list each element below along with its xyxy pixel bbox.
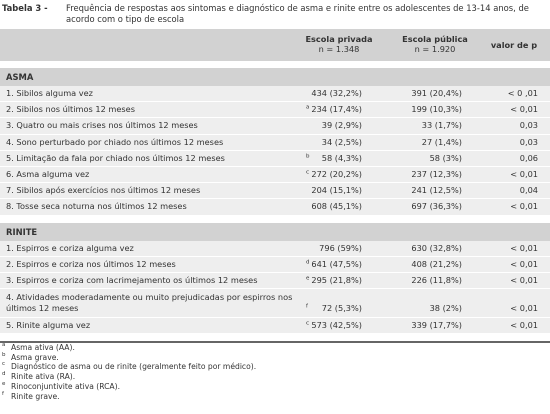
private-value: 295 (21,8%) xyxy=(311,274,362,285)
footnote-text: Asma grave. xyxy=(11,352,59,362)
public-value: 27 (1,4%) xyxy=(421,136,462,147)
row-label: 3. Espirros e coriza com lacrimejamento os últimos 12 meses xyxy=(6,274,258,285)
table-row xyxy=(0,289,550,318)
public-value: 33 (1,7%) xyxy=(421,120,462,131)
p-value: < 0,01 xyxy=(510,258,538,269)
p-value: < 0,01 xyxy=(510,242,538,253)
footnote-text: Rinoconjuntivite ativa (RCA). xyxy=(11,381,121,391)
footnote-mark: c xyxy=(2,361,6,368)
header-p-value: valor de p xyxy=(490,40,538,50)
row-label-cell xyxy=(6,292,308,314)
row-label: 6. Asma alguma vez xyxy=(6,168,90,179)
public-value: 199 (10,3%) xyxy=(411,104,462,115)
section-spacer xyxy=(0,61,550,68)
table-row xyxy=(0,241,550,257)
private-value: 39 (2,9%) xyxy=(321,120,362,131)
row-label-cell xyxy=(6,135,306,150)
row-label-cell xyxy=(6,102,309,117)
row-label: 2. Espirros e coriza nos últimos 12 meses xyxy=(6,258,176,269)
footnotes xyxy=(2,343,256,401)
table-row xyxy=(0,257,550,273)
row-label: 7. Sibilos após exercícios nos últimos 12 meses xyxy=(6,185,201,196)
footnote-marker: c xyxy=(306,169,310,176)
row-label-cell xyxy=(6,118,306,133)
footnote-marker: b xyxy=(306,153,310,160)
p-value: 0,06 xyxy=(519,152,538,163)
public-value: 241 (12,5%) xyxy=(411,185,462,196)
header-public-n: n = 1.920 xyxy=(414,44,456,54)
row-label-cell xyxy=(6,167,309,182)
footnote-mark: b xyxy=(2,351,6,358)
header-private-title: Escola privada xyxy=(305,34,373,44)
row-label: 4. Sono perturbado por chiado nos últimos 12 meses xyxy=(6,136,224,147)
table-row xyxy=(0,183,550,199)
footnote xyxy=(2,362,256,372)
footnote-text: Asma ativa (AA). xyxy=(11,343,75,352)
header-public xyxy=(390,34,480,54)
public-value: 391 (20,4%) xyxy=(411,88,462,98)
row-label: 2. Sibilos nos últimos 12 meses xyxy=(6,104,135,115)
table-header xyxy=(0,29,550,61)
row-label: 4. Atividades moderadamente ou muito prejudicadas por espirros nos últimos 12 meses xyxy=(6,292,293,314)
footnote-text: Rinite grave. xyxy=(11,391,60,401)
row-label: 5. Limitação da fala por chiado nos últimos 12 meses xyxy=(6,152,225,163)
public-value: 38 (2%) xyxy=(429,303,462,314)
footnote-text: Diagnóstico de asma ou de rinite (geralmente feito por médico). xyxy=(11,362,257,372)
table-row xyxy=(0,118,550,134)
row-label-cell xyxy=(6,241,306,256)
caption-text: Frequência de respostas aos sintomas e diagnóstico de asma e rinite entre os adolescentes de 13-14 anos, de acordo com o tipo de escola xyxy=(66,3,529,24)
public-value: 339 (17,7%) xyxy=(411,320,462,331)
public-value: 58 (3%) xyxy=(429,152,462,163)
row-label: 5. Rinite alguma vez xyxy=(6,320,91,331)
private-value: 34 (2,5%) xyxy=(321,136,362,147)
private-value: 272 (20,2%) xyxy=(311,168,362,179)
row-label-cell xyxy=(6,86,306,101)
header-private-n: n = 1.348 xyxy=(318,44,360,54)
table-row xyxy=(0,151,550,167)
row-label: 8. Tosse seca noturna nos últimos 12 meses xyxy=(6,201,187,212)
row-label-cell xyxy=(6,318,309,333)
private-value: 72 (5,3%) xyxy=(321,303,362,314)
p-value: 0,03 xyxy=(519,136,538,147)
public-value: 226 (11,8%) xyxy=(411,274,462,285)
table-body xyxy=(0,61,550,343)
table-row xyxy=(0,86,550,102)
p-value: < 0,01 xyxy=(510,104,538,115)
footnote xyxy=(2,392,256,402)
private-value: 573 (42,5%) xyxy=(311,320,362,331)
header-private xyxy=(294,34,384,54)
header-public-title: Escola pública xyxy=(402,34,468,44)
row-label: 1. Espirros e coriza alguma vez xyxy=(6,242,134,253)
table-row xyxy=(0,199,550,215)
section-header xyxy=(0,223,550,241)
p-value: < 0 ,01 xyxy=(507,88,538,98)
p-value: 0,04 xyxy=(519,185,538,196)
footnote-mark: e xyxy=(2,380,6,387)
footnote-mark: f xyxy=(2,390,4,397)
p-value: < 0,01 xyxy=(510,274,538,285)
p-value: < 0,01 xyxy=(510,168,538,179)
p-value: < 0,01 xyxy=(510,320,538,331)
table-row xyxy=(0,102,550,118)
footnote-mark: a xyxy=(2,342,6,348)
table-row xyxy=(0,135,550,151)
footnote-marker: e xyxy=(306,275,310,282)
row-label-cell xyxy=(6,273,309,288)
table-row xyxy=(0,318,550,334)
row-label-cell xyxy=(6,151,310,166)
p-value: < 0,01 xyxy=(510,201,538,212)
private-value: 204 (15,1%) xyxy=(311,185,362,196)
public-value: 697 (36,3%) xyxy=(411,201,462,212)
private-value: 796 (59%) xyxy=(319,242,362,253)
row-label: 3. Quatro ou mais crises nos últimos 12 meses xyxy=(6,120,198,131)
public-value: 630 (32,8%) xyxy=(411,242,462,253)
private-value: 434 (32,2%) xyxy=(311,88,362,98)
footnote-mark: d xyxy=(2,371,6,378)
footnote xyxy=(2,372,256,382)
table-row xyxy=(0,273,550,289)
p-value: 0,03 xyxy=(519,120,538,131)
row-label-cell xyxy=(6,257,310,272)
section-header xyxy=(0,68,550,86)
public-value: 408 (21,2%) xyxy=(411,258,462,269)
private-value: 641 (47,5%) xyxy=(311,258,362,269)
footnote xyxy=(2,382,256,392)
footnote-text: Rinite ativa (RA). xyxy=(11,372,76,382)
section-title: RINITE xyxy=(6,226,38,237)
private-value: 58 (4,3%) xyxy=(321,152,362,163)
section-title: ASMA xyxy=(6,72,34,82)
table-row xyxy=(0,167,550,183)
private-value: 234 (17,4%) xyxy=(311,104,362,115)
row-label: 1. Sibilos alguma vez xyxy=(6,88,93,98)
footnote-marker: a xyxy=(306,104,310,111)
table-end-spacer xyxy=(0,334,550,341)
caption-label: Tabela 3 - xyxy=(2,3,48,13)
data-table xyxy=(0,29,550,343)
private-value: 608 (45,1%) xyxy=(311,201,362,212)
public-value: 237 (12,3%) xyxy=(411,168,462,179)
row-label-cell xyxy=(6,183,306,198)
footnote-marker: d xyxy=(306,258,310,265)
row-label-cell xyxy=(6,199,306,214)
footnote xyxy=(2,353,256,363)
p-value: < 0,01 xyxy=(510,303,538,314)
footnote xyxy=(2,343,256,353)
footnote-marker: f xyxy=(306,303,308,310)
footnote-marker: c xyxy=(306,320,310,327)
section-spacer xyxy=(0,216,550,223)
